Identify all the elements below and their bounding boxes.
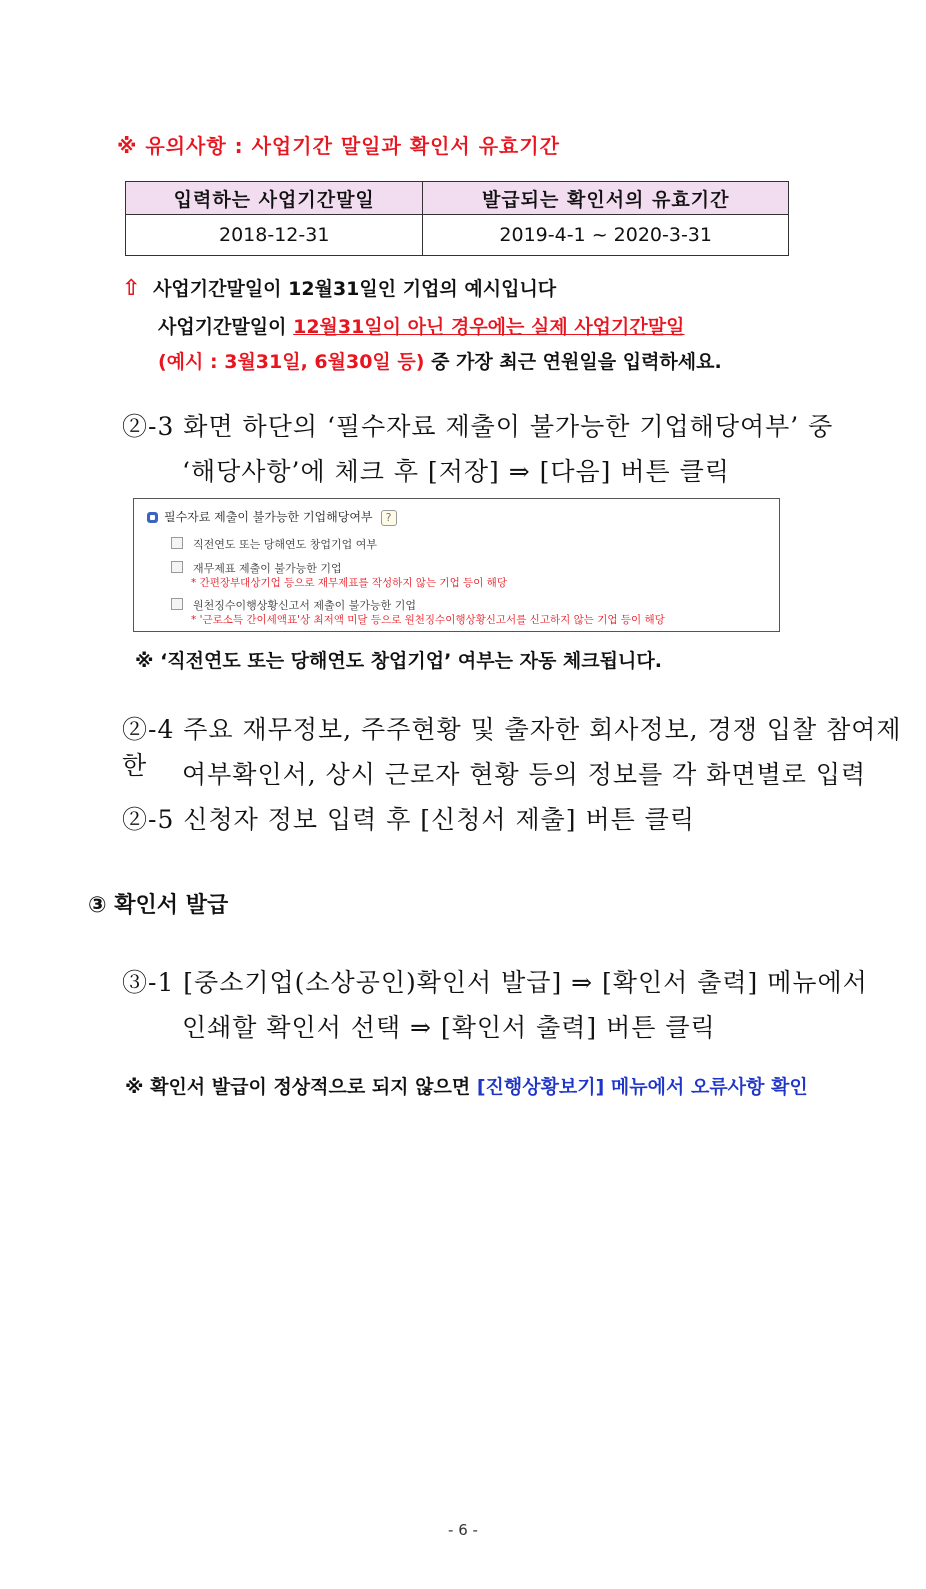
period-table: [125, 181, 789, 256]
arrow-up-icon: ⇧: [122, 276, 141, 301]
table-cell: 2018-12-31: [126, 215, 423, 256]
embedded-screenshot: [133, 498, 780, 632]
table-row: [126, 215, 789, 256]
checkbox-note: * 간편장부대상기업 등으로 재무제표를 작성하지 않는 기업 등이 해당: [191, 577, 507, 589]
step-3-1-line-1: ③-1 [중소기업(소상공인)확인서 발급] ⇒ [확인서 출력] 메뉴에서: [122, 968, 868, 997]
screenshot-header: [147, 508, 397, 526]
step-3-1-line-2: 인쇄할 확인서 선택 ⇒ [확인서 출력] 버튼 클릭: [182, 1013, 716, 1042]
step-2-3-line-2: ‘해당사항’에 체크 후 [저장] ⇒ [다음] 버튼 클릭: [182, 457, 730, 486]
table-header-cell: 입력하는 사업기간말일: [126, 182, 423, 215]
checkbox-label: 재무제표 제출이 불가능한 기업: [193, 562, 342, 575]
example-note-line-2: [158, 312, 684, 339]
checkbox-option[interactable]: [171, 536, 377, 552]
example-note-highlight: 12월31일이 아닌 경우에는 실제 사업기간말일: [293, 316, 685, 338]
checkbox-label: 원천징수이행상황신고서 제출이 불가능한 기업: [193, 599, 417, 612]
bullet-icon: [147, 512, 158, 523]
table-header-row: [126, 182, 789, 215]
table-header-cell: 발급되는 확인서의 유효기간: [423, 182, 789, 215]
step-2-3-line-1: ②-3 화면 하단의 ‘필수자료 제출이 불가능한 기업해당여부’ 중: [122, 412, 834, 441]
auto-check-note: ※ ‘직전연도 또는 당해연도 창업기업’ 여부는 자동 체크됩니다.: [135, 650, 662, 672]
step-2-4-line-2: 여부확인서, 상시 근로자 현황 등의 정보를 각 화면별로 입력: [182, 760, 867, 789]
checkbox[interactable]: [171, 537, 183, 549]
step-2-4-line-1: ②-4 주요 재무정보, 주주현황 및 출자한 회사정보, 경쟁 입찰 참여제한: [122, 715, 902, 780]
page-number: - 6 -: [448, 1521, 478, 1539]
table-cell: 2019-4-1 ~ 2020-3-31: [423, 215, 789, 256]
notice-title: ※ 유의사항 : 사업기간 말일과 확인서 유효기간: [117, 134, 560, 158]
example-note-text: 사업기간말일이 12월31일인 기업의 예시입니다: [153, 278, 557, 300]
example-note-example: (예시 : 3월31일, 6월30일 등): [158, 351, 425, 373]
screenshot-header-text: 필수자료 제출이 불가능한 기업해당여부: [164, 510, 373, 524]
bottom-note: [125, 1072, 808, 1099]
checkbox-note: * '근로소득 간이세액표'상 최저액 미달 등으로 원천징수이행상황신고서를 신고하지 않는 기업 등이 해당: [191, 614, 665, 626]
checkbox[interactable]: [171, 561, 183, 573]
checkbox-option[interactable]: [171, 560, 342, 576]
section-3-title: ③ 확인서 발급: [88, 893, 229, 918]
example-note-prefix: 사업기간말일이: [158, 316, 294, 338]
example-note-suffix: 중 가장 최근 연원일을 입력하세요.: [424, 351, 722, 373]
checkbox[interactable]: [171, 598, 183, 610]
bottom-note-highlight: [진행상황보기] 메뉴에서 오류사항 확인: [476, 1076, 808, 1098]
step-2-5: ②-5 신청자 정보 입력 후 [신청서 제출] 버튼 클릭: [122, 805, 695, 834]
example-note-line-3: [158, 347, 722, 374]
help-icon: ?: [381, 510, 397, 526]
bottom-note-prefix: ※ 확인서 발급이 정상적으로 되지 않으면: [125, 1076, 477, 1098]
checkbox-label: 직전연도 또는 당해연도 창업기업 여부: [193, 538, 378, 551]
checkbox-option[interactable]: [171, 597, 416, 613]
example-note-line-1: [122, 274, 556, 301]
